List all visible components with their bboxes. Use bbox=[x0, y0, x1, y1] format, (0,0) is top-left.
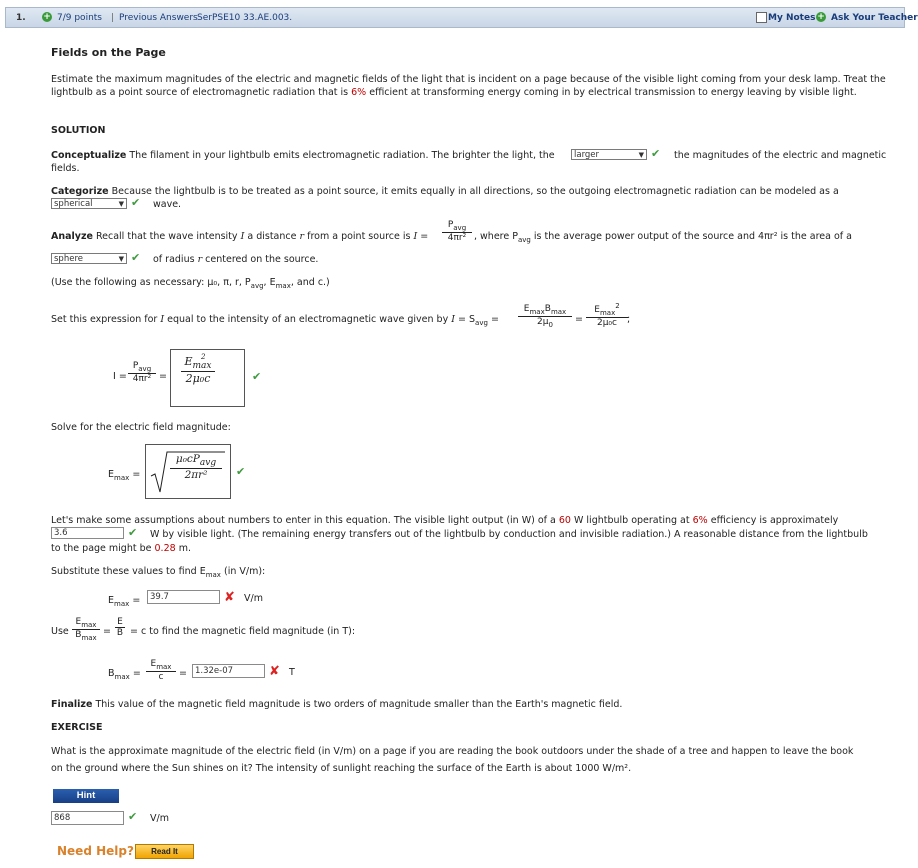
dropdown-arrow-icon: ▼ bbox=[118, 255, 124, 263]
e-max-unit: V/m bbox=[244, 593, 263, 604]
ask-teacher-link[interactable]: Ask Your Teacher bbox=[831, 13, 918, 23]
emax-over-bmax-fraction: $E_{max}$ $B_{max}$ bbox=[72, 617, 100, 642]
correct-check-icon: ✔ bbox=[236, 465, 246, 478]
efficiency-percent: 6% bbox=[692, 515, 708, 526]
dropdown-arrow-icon: ▼ bbox=[638, 151, 644, 159]
need-help-label: Need Help? bbox=[57, 844, 134, 858]
b-max-unit: T bbox=[289, 667, 295, 678]
assumptions-text: Let's make some assumptions about numbers to enter in this equation. The visible light output (in W) of a 60 W lightbulb operating at 6% efficiency is approximately bbox=[51, 515, 839, 526]
intensity-fraction: $P_{avg}$ 4πr² bbox=[442, 220, 472, 243]
assumptions-text-3: to the page might be 0.28 m. bbox=[51, 543, 191, 554]
exercise-text-2: on the ground where the Sun shines on it? The intensity of sunlight reaching the surface of the Earth is about 1000 W/m². bbox=[51, 763, 632, 774]
answer-box-electric-field[interactable]: $\mu_0cP_{avg}$ 2πr² bbox=[145, 444, 231, 499]
equals-sign: = bbox=[103, 626, 111, 637]
substitute-text: Substitute these values to find $E_{max}$ (in V/m): bbox=[51, 566, 266, 579]
correct-check-icon: ✔ bbox=[252, 370, 262, 383]
page-title: Fields on the Page bbox=[51, 46, 166, 59]
correct-check-icon: ✔ bbox=[651, 147, 661, 160]
exercise-answer-input[interactable]: 868 bbox=[51, 811, 124, 825]
i-equals-label: I = bbox=[113, 371, 127, 382]
equals-sign: = bbox=[179, 668, 187, 679]
use-following-text: (Use the following as necessary: μ₀, π, r, $P_{avg}$, $E_{max}$, and c.) bbox=[51, 277, 330, 290]
answer-box-intensity[interactable]: E 2 $_{max}$ 2μ₀c bbox=[170, 349, 245, 407]
set-expression-text: Set this expression for I equal to the intensity of an electromagnetic wave given by $I = S_{avg}$ = bbox=[51, 314, 499, 327]
semicolon: ; bbox=[627, 314, 631, 325]
expand-icon[interactable]: + bbox=[43, 12, 51, 22]
e-max-input[interactable]: 39.7 bbox=[147, 590, 220, 604]
analyze-text-3: of radius r centered on the source. bbox=[153, 254, 319, 265]
i-fraction: $P_{avg}$ 4πr² bbox=[128, 361, 156, 384]
solve-text: Solve for the electric field magnitude: bbox=[51, 422, 231, 433]
analyze-select[interactable]: sphere ▼ bbox=[51, 253, 127, 264]
question-number: 1. bbox=[16, 13, 26, 23]
conceptualize-select[interactable]: larger ▼ bbox=[571, 149, 647, 160]
correct-check-icon: ✔ bbox=[131, 251, 141, 264]
dropdown-arrow-icon: ▼ bbox=[118, 200, 124, 208]
conceptualize-text-3: fields. bbox=[51, 163, 80, 174]
conceptualize-text-2: the magnitudes of the electric and magnetic bbox=[674, 150, 887, 161]
read-it-button[interactable]: Read It bbox=[135, 844, 194, 859]
correct-check-icon: ✔ bbox=[128, 810, 138, 823]
poynting-fraction-2: $E_{max}^2$ 2μ₀c bbox=[586, 302, 628, 328]
my-notes-link[interactable]: My Notes bbox=[768, 13, 816, 23]
e-over-b-fraction: $\frac{E}{B}$ bbox=[116, 617, 124, 638]
poynting-fraction-1: $E_{max}B_{max}$ $2\mu_0$ bbox=[518, 304, 572, 329]
exercise-heading: EXERCISE bbox=[51, 722, 103, 733]
incorrect-x-icon: ✘ bbox=[224, 590, 235, 605]
assumptions-text-2: W by visible light. (The remaining energy transfers out of the lightbulb by conduction and invisible radiation.) A reasonable distance from the lightbulb bbox=[150, 529, 868, 540]
question-header bbox=[5, 7, 918, 28]
incorrect-x-icon: ✘ bbox=[269, 664, 280, 679]
finalize-text: Finalize This value of the magnetic field magnitude is two orders of magnitude smaller than the Earth's magnetic field. bbox=[51, 699, 623, 710]
hint-button[interactable]: Hint bbox=[53, 789, 119, 803]
exercise-unit: V/m bbox=[150, 813, 169, 824]
previous-answers-link[interactable]: Previous Answers bbox=[119, 13, 198, 23]
correct-check-icon: ✔ bbox=[128, 526, 138, 539]
categorize-select[interactable]: spherical ▼ bbox=[51, 198, 127, 209]
e-max-label: $E_{max}$ = bbox=[108, 469, 141, 482]
header-separator: | bbox=[111, 13, 115, 23]
notes-icon[interactable] bbox=[756, 12, 767, 23]
exercise-text-1: What is the approximate magnitude of the electric field (in V/m) on a page if you are reading the book outdoors under the shade of a tree and happen to leave the book bbox=[51, 746, 854, 757]
solution-heading: SOLUTION bbox=[51, 125, 106, 136]
b-max-fraction: $E_{max}$ c bbox=[146, 659, 176, 682]
b-max-label: $B_{max}$ = bbox=[108, 668, 141, 681]
bulb-watts: 60 bbox=[558, 515, 571, 526]
ask-teacher-icon[interactable]: + bbox=[817, 12, 825, 22]
categorize-text: Categorize Because the lightbulb is to be treated as a point source, it emits equally in all directions, so the outgoing electromagnetic radiation can be modeled as a bbox=[51, 186, 839, 197]
categorize-text-2: wave. bbox=[153, 199, 182, 210]
problem-id: SerPSE10 33.AE.003. bbox=[197, 13, 293, 23]
analyze-text: Analyze Recall that the wave intensity I a distance r from a point source is I = bbox=[51, 231, 429, 242]
use-label: Use bbox=[51, 626, 69, 637]
b-max-input[interactable]: 1.32e-07 bbox=[192, 664, 265, 678]
equals-sign: = bbox=[159, 371, 167, 382]
points-score: 7/9 points bbox=[57, 13, 102, 23]
analyze-text-2: , where $P_{avg}$ is the average power output of the source and 4πr² is the area of a bbox=[474, 231, 852, 244]
page-distance: 0.28 bbox=[154, 543, 176, 554]
e-max-label-2: $E_{max}$ = bbox=[108, 595, 141, 608]
intro-paragraph: Estimate the maximum magnitudes of the electric and magnetic fields of the light that is incident on a page because of the visible light coming from your desk lamp. Treat the lightbulb as a point source of electromagnetic radiation that is 6% efficient at transforming energy coming in by electrical transmission to energy leaving by visible light. bbox=[51, 74, 886, 98]
conceptualize-text: Conceptualize The filament in your lightbulb emits electromagnetic radiation. The brighter the light, the bbox=[51, 150, 555, 161]
visible-power-input[interactable]: 3.6 bbox=[51, 527, 124, 539]
intro-percent: 6% bbox=[351, 86, 367, 98]
use-eq-text: = c to find the magnetic field magnitude (in T): bbox=[130, 626, 356, 637]
correct-check-icon: ✔ bbox=[131, 196, 141, 209]
equals-sign: = bbox=[575, 314, 583, 325]
